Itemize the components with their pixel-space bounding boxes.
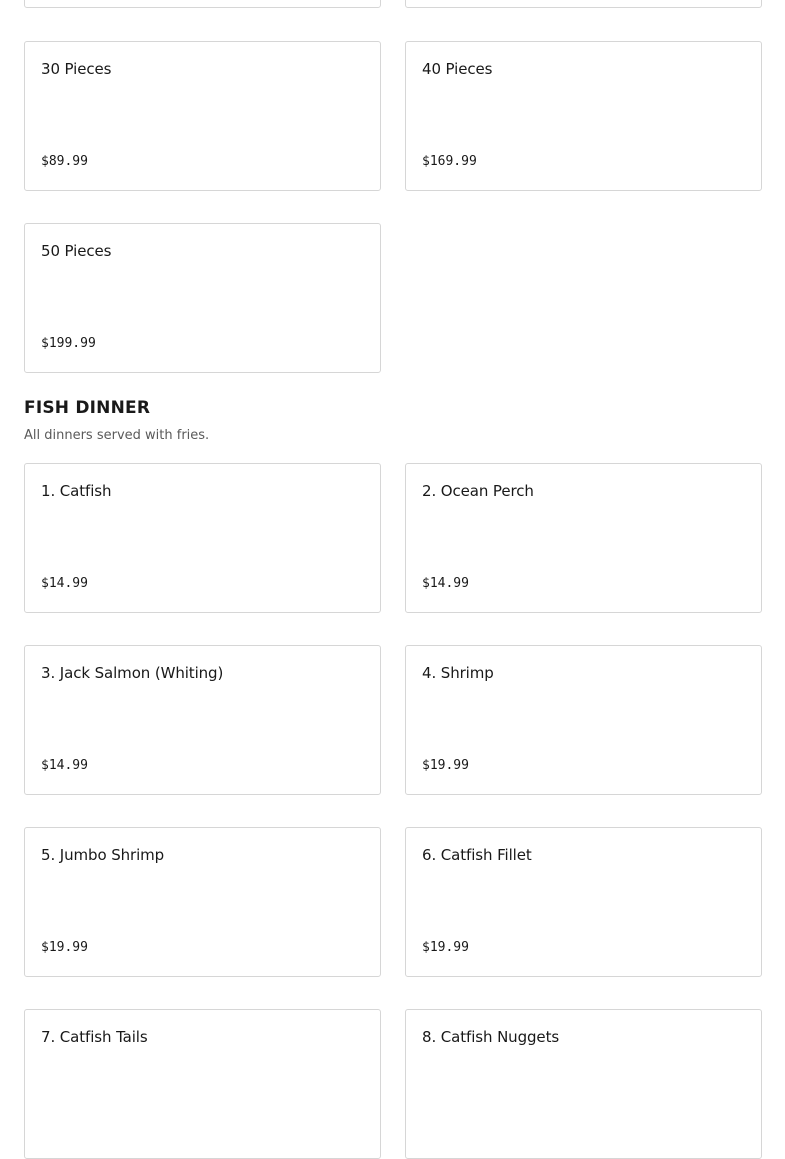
section-title: FISH DINNER: [24, 398, 151, 418]
top-items-grid: [24, 41, 762, 373]
previous-cards-row: [24, 0, 762, 8]
menu-item-price: $19.99: [422, 940, 469, 955]
menu-item-card[interactable]: [405, 1009, 762, 1159]
menu-item-name: 7. Catfish Tails: [41, 1028, 148, 1046]
menu-item-name: 3. Jack Salmon (Whiting): [41, 664, 224, 682]
menu-item-name: 5. Jumbo Shrimp: [41, 846, 165, 864]
menu-item-card[interactable]: [405, 827, 762, 977]
menu-item-price: $19.99: [422, 758, 469, 773]
menu-item-card[interactable]: [24, 827, 381, 977]
menu-item-card[interactable]: [24, 223, 381, 373]
menu-item-name: 2. Ocean Perch: [422, 482, 534, 500]
menu-item-card[interactable]: [405, 463, 762, 613]
menu-item-name: 6. Catfish Fillet: [422, 846, 532, 864]
menu-item-price: $169.99: [422, 154, 477, 169]
menu-item-name: 40 Pieces: [422, 60, 493, 78]
menu-item-price: $14.99: [41, 758, 88, 773]
menu-item-card[interactable]: [405, 41, 762, 191]
menu-item-price: $89.99: [41, 154, 88, 169]
menu-item-price: $19.99: [41, 940, 88, 955]
menu-item-card[interactable]: [24, 463, 381, 613]
menu-item-price: $199.99: [41, 336, 96, 351]
menu-item-card[interactable]: [405, 645, 762, 795]
menu-item-card[interactable]: [24, 0, 381, 8]
menu-item-card[interactable]: [405, 0, 762, 8]
menu-item-name: 4. Shrimp: [422, 664, 494, 682]
section-description: All dinners served with fries.: [24, 428, 210, 443]
menu-item-name: 50 Pieces: [41, 242, 112, 260]
menu-item-card[interactable]: [24, 645, 381, 795]
menu-item-card[interactable]: [24, 41, 381, 191]
menu-item-name: 8. Catfish Nuggets: [422, 1028, 560, 1046]
fish-dinner-grid: [24, 463, 762, 1159]
menu-item-card[interactable]: [24, 1009, 381, 1159]
menu-item-price: $14.99: [422, 576, 469, 591]
menu-item-name: 1. Catfish: [41, 482, 112, 500]
menu-item-price: $14.99: [41, 576, 88, 591]
menu-item-name: 30 Pieces: [41, 60, 112, 78]
